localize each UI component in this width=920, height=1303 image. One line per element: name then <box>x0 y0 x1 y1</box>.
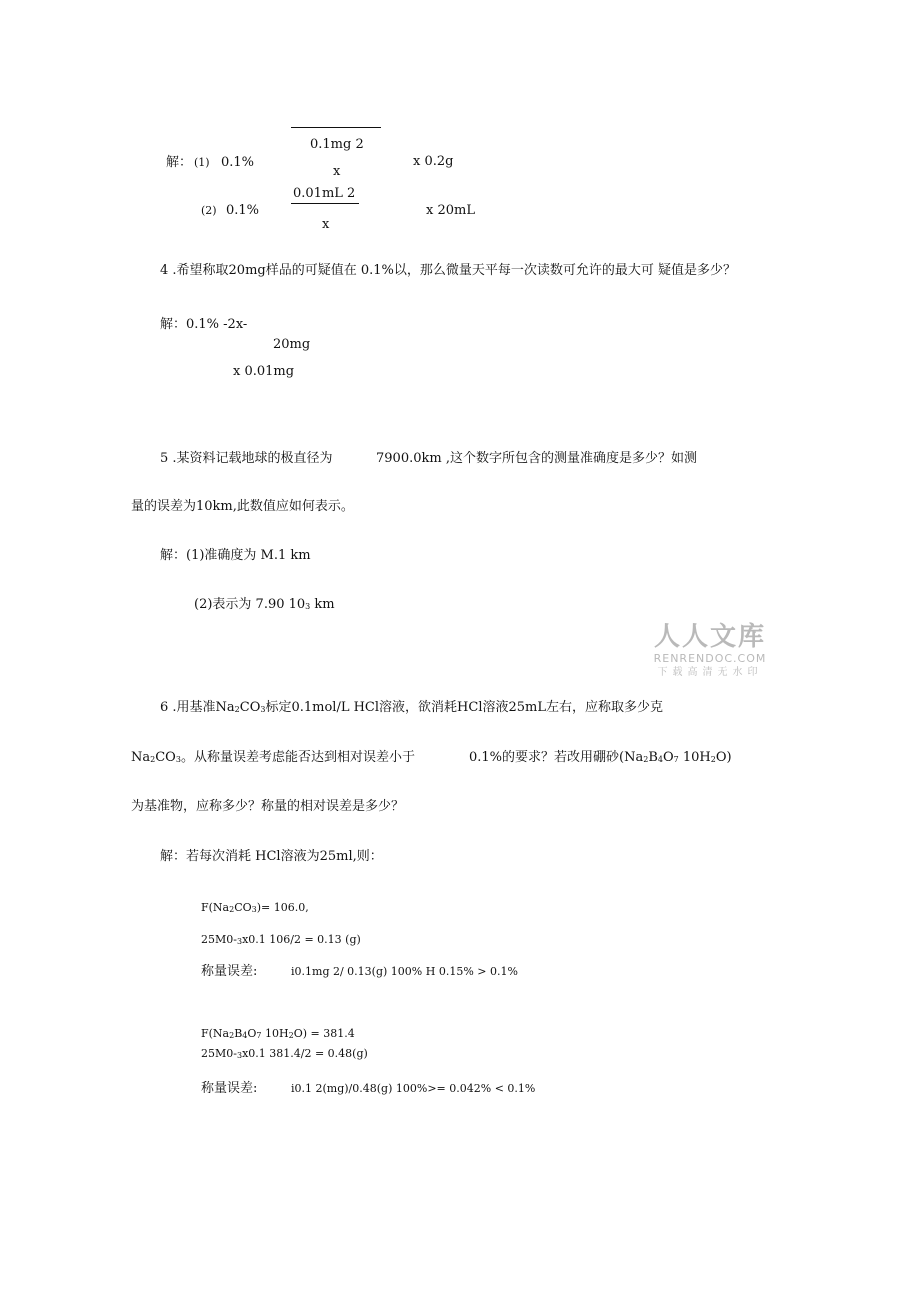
question-5-line-2: 量的误差为10km,此数值应如何表示。 <box>131 499 354 514</box>
question-6-line-2b: 0.1%的要求？若改用硼砂(Na2B4O7 10H2O) <box>469 750 732 765</box>
q6-formula-2: F(Na2B4O7 10H2O) = 381.4 <box>201 1027 355 1040</box>
question-5-line-1b: 7900.0km ,这个数字所包含的测量准确度是多少？如测 <box>376 451 697 466</box>
watermark-slogan: 下载高清无水印 <box>657 667 763 678</box>
fraction-2-right: x 20mL <box>426 203 475 218</box>
fraction-1-denominator: x <box>333 164 341 179</box>
q6-calc-1: 25M0-3x0.1 106/2 = 0.13 (g) <box>201 933 361 946</box>
q6-solution-intro: 解：若每次消耗 HCl溶液为25ml,则： <box>160 849 383 864</box>
fraction-overline <box>291 127 381 128</box>
q6-error-1-value: i0.1mg 2/ 0.13(g) 100% H 0.15% > 0.1% <box>291 965 518 978</box>
watermark-logo <box>648 622 772 680</box>
fraction-1-right: x 0.2g <box>413 154 454 169</box>
q6-formula-1: F(Na2CO3)= 106.0, <box>201 901 309 914</box>
q4-solution-line-2: 20mg <box>273 337 311 352</box>
q4-solution-line-3: x 0.01mg <box>233 364 295 379</box>
fraction-2-numerator: 0.01mL 2 <box>293 186 356 201</box>
fraction-1-numerator: 0.1mg 2 <box>310 137 364 152</box>
fraction-2-bar <box>291 203 359 204</box>
q6-error-1-label: 称量误差: <box>201 964 258 979</box>
question-5-line-1a: 5 .某资料记载地球的极直径为 <box>160 451 333 466</box>
fraction-2-denominator: x <box>322 217 330 232</box>
item-1-percent: 0.1% <box>221 155 255 170</box>
q5-solution-2: (2)表示为 7.90 103 km <box>194 597 335 612</box>
question-6-line-3: 为基准物，应称多少？称量的相对误差是多少？ <box>131 799 405 814</box>
q5-solution-1: 解：(1)准确度为 M.1 km <box>160 548 311 563</box>
question-4: 4 .希望称取20mg样品的可疑值在 0.1%以，那么微量天平每一次读数可允许的最大可 疑值是多少？ <box>160 263 737 278</box>
item-2-percent: 0.1% <box>226 203 260 218</box>
q6-error-2-label: 称量误差: <box>201 1081 258 1096</box>
item-2-label: (2) <box>201 204 217 217</box>
q4-solution-line-1: 解：0.1% -2x- <box>160 317 248 332</box>
q6-calc-2: 25M0-3x0.1 381.4/2 = 0.48(g) <box>201 1047 368 1060</box>
q6-error-2-value: i0.1 2(mg)/0.48(g) 100%>= 0.042% < 0.1% <box>291 1082 536 1095</box>
question-6-line-1: 6 .用基准Na2CO3标定0.1mol/L HCl溶液，欲消耗HCl溶液25mL左右，应称取多少克 <box>160 700 663 715</box>
question-6-line-2a: Na2CO3。从称量误差考虑能否达到相对误差小于 <box>131 750 415 765</box>
item-1-label: (1) <box>194 156 210 169</box>
solution-label: 解： <box>166 155 193 170</box>
watermark-domain: RENRENDOC.COM <box>653 652 767 665</box>
watermark-title: 人人文库 <box>653 622 766 652</box>
